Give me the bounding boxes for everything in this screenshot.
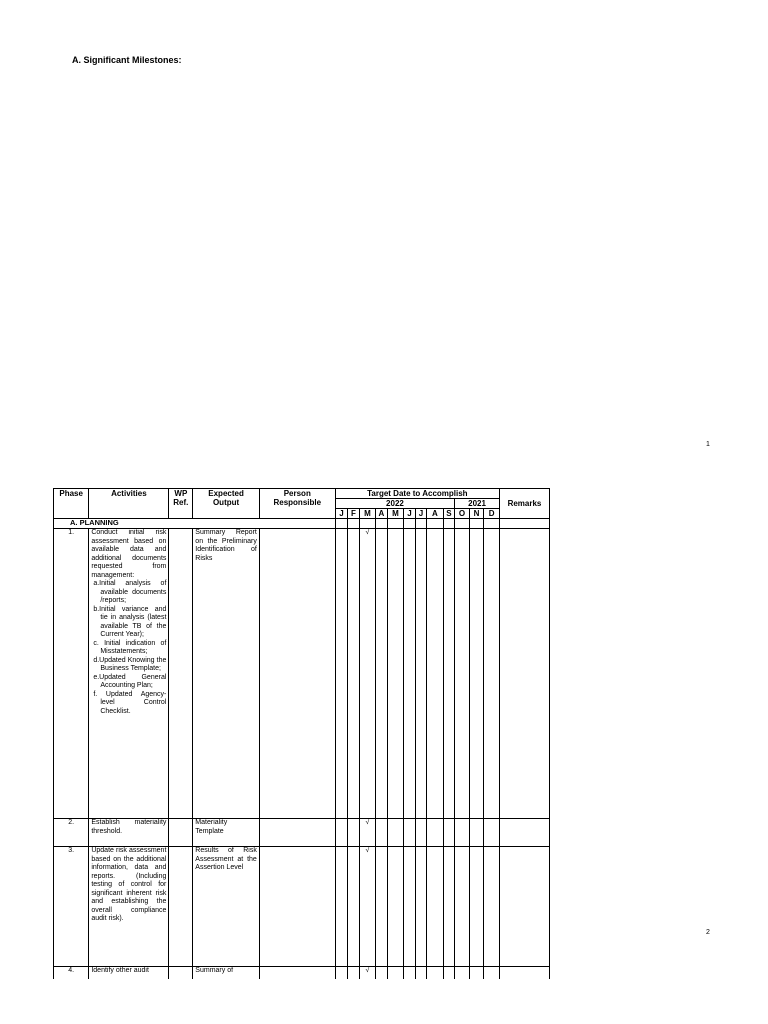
activity-subitem: b.Initial variance and tie in analysis (latest available TB of the Current Year); — [93, 605, 167, 638]
page-number: 1 — [706, 441, 710, 448]
remarks-cell — [499, 819, 549, 847]
header-wp-ref: WP Ref. — [169, 489, 193, 519]
row-number: 1. — [54, 529, 89, 819]
month-jan: J — [335, 509, 347, 519]
header-expected-output: Expected Output — [193, 489, 260, 519]
remarks-cell — [499, 967, 549, 980]
header-target-date: Target Date to Accomplish — [335, 489, 499, 499]
output-cell: Results of Risk Assessment at the Assertion Level — [193, 847, 260, 967]
month-dec: D — [484, 509, 500, 519]
activity-cell — [89, 529, 169, 819]
header-remarks-top — [499, 489, 549, 499]
month-sep: S — [443, 509, 454, 519]
wp-ref-cell — [169, 967, 193, 980]
section-heading: A. Significant Milestones: — [72, 55, 182, 65]
remarks-cell — [499, 529, 549, 819]
table-row — [54, 529, 550, 819]
month-may: M — [387, 509, 404, 519]
header-remarks: Remarks — [499, 499, 549, 519]
person-cell — [259, 967, 335, 980]
phase-label: A. PLANNING — [54, 519, 336, 529]
row-number: 3. — [54, 847, 89, 967]
table-row — [54, 967, 550, 980]
person-cell — [259, 847, 335, 967]
month-nov: N — [469, 509, 484, 519]
page-number: 2 — [706, 929, 710, 936]
person-cell — [259, 819, 335, 847]
activity-subitem: e.Updated General Accounting Plan; — [93, 673, 167, 689]
month-jul: J — [415, 509, 426, 519]
milestones-table — [53, 488, 550, 979]
header-year-2022: 2022 — [335, 499, 454, 509]
activity-subitem: f. Updated Agency-level Control Checklist. — [93, 690, 167, 715]
output-cell: Materiality Template — [193, 819, 260, 847]
activity-cell: Identify other audit — [89, 967, 169, 980]
activity-subitem: c. Initial indication of Misstatements; — [93, 639, 167, 655]
month-feb: F — [348, 509, 359, 519]
activity-subitem: d.Updated Knowing the Business Template; — [93, 656, 167, 672]
output-cell: Summary Report on the Preliminary Identification of Risks — [193, 529, 260, 819]
milestones-table-wrapper — [53, 488, 551, 979]
month-apr: A — [376, 509, 387, 519]
month-aug: A — [427, 509, 444, 519]
row-number: 4. — [54, 967, 89, 980]
check-mark: √ — [359, 819, 376, 847]
month-oct: O — [455, 509, 470, 519]
activity-cell: Establish materiality threshold. — [89, 819, 169, 847]
header-activities: Activities — [89, 489, 169, 519]
wp-ref-cell — [169, 529, 193, 819]
row-number: 2. — [54, 819, 89, 847]
check-mark: √ — [359, 967, 376, 980]
month-jun: J — [404, 509, 415, 519]
activity-cell: Update risk assessment based on the additional information, data and reports. (Including testing of control for significant inherent risk and establishing the overall compliance audit risk). — [89, 847, 169, 967]
output-cell: Summary of — [193, 967, 260, 980]
wp-ref-cell — [169, 847, 193, 967]
activity-subitem: a.Initial analysis of available documents /reports; — [93, 580, 167, 604]
header-year-2021: 2021 — [455, 499, 500, 509]
check-mark: √ — [359, 847, 376, 967]
month-mar: M — [359, 509, 376, 519]
check-mark: √ — [359, 529, 376, 819]
header-person-responsible: Person Responsible — [259, 489, 335, 519]
remarks-cell — [499, 847, 549, 967]
header-phase: Phase — [54, 489, 89, 519]
phase-row — [54, 519, 550, 529]
table-row — [54, 847, 550, 967]
wp-ref-cell — [169, 819, 193, 847]
table-row — [54, 819, 550, 847]
person-cell — [259, 529, 335, 819]
activity-text: Conduct initial risk assessment based on available data and additional documents requested from management: — [91, 529, 167, 579]
